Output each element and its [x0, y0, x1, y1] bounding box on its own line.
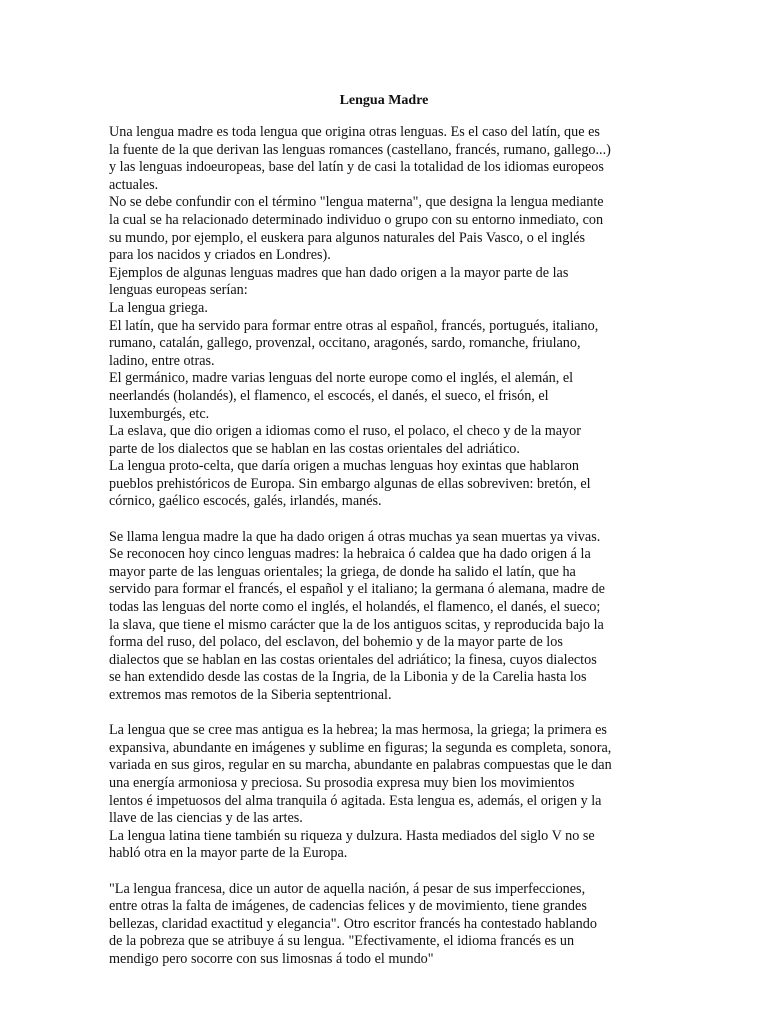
text-line: El germánico, madre varias lenguas del norte europe como el inglés, el alemán, el [109, 370, 574, 387]
text-line: variada en sus giros, regular en su marcha, abundante en palabras compuestas que le dan [109, 757, 612, 774]
text-line: todas las lenguas del norte como el inglés, el holandés, el flamenco, el danés, el sueco; [109, 599, 601, 616]
text-line: ladino, entre otras. [109, 352, 215, 369]
text-line: luxemburgés, etc. [109, 405, 210, 422]
text-line: y las lenguas indoeuropeas, base del latín y de casi la totalidad de los idiomas europeos [109, 159, 604, 176]
text-line: pueblos prehistóricos de Europa. Sin embargo algunas de ellas sobreviven: bretón, el [109, 475, 591, 492]
text-line: mendigo pero socorre con sus limosnas á todo el mundo" [109, 950, 434, 967]
text-line: actuales. [109, 176, 159, 193]
text-line: su mundo, por ejemplo, el euskera para algunos naturales del Pais Vasco, o el inglés [109, 229, 586, 246]
text-line: parte de los dialectos que se hablan en las costas orientales del adriático. [109, 440, 520, 457]
text-line: forma del ruso, del polaco, del esclavon, del bohemio y de la mayor parte de los [109, 634, 563, 651]
text-line: la slava, que tiene el mismo carácter que la de los antiguos scitas, y reproducida bajo la [109, 616, 604, 633]
text-line: habló otra en la mayor parte de la Europa. [109, 845, 348, 862]
text-line: La lengua proto-celta, que daría origen a muchas lenguas hoy exintas que hablaron [109, 458, 579, 475]
text-line: lentos é impetuosos del alma tranquila ó agitada. Esta lengua es, además, el origen y la [109, 792, 602, 809]
text-line: llave de las ciencias y de las artes. [109, 810, 303, 827]
text-line: se han extendido desde las costas de la Ingria, de la Libonia y de la Carelia hasta los [109, 669, 587, 686]
text-line: la cual se ha relacionado determinado individuo o grupo con su entorno inmediato, con [109, 211, 604, 228]
text-line: rumano, catalán, gallego, provenzal, occitano, aragonés, sardo, romanche, friulano, [109, 335, 581, 352]
text-line: de la pobreza que se atribuye á su lengua. "Efectivamente, el idioma francés es un [109, 933, 575, 950]
text-line: La lengua griega. [109, 299, 208, 316]
text-line: expansiva, abundante en imágenes y sublime en figuras; la segunda es completa, sonora, [109, 739, 612, 756]
text-line: córnico, gaélico escocés, galés, irlandés, manés. [109, 493, 382, 510]
text-line: Se reconocen hoy cinco lenguas madres: la hebraica ó caldea que ha dado origen á la [109, 546, 591, 563]
paragraph-gap [109, 511, 669, 529]
text-line: lenguas europeas serían: [109, 282, 248, 299]
paragraph-gap [109, 705, 669, 723]
document-title: Lengua Madre [339, 93, 429, 108]
text-line: Se llama lengua madre la que ha dado origen á otras muchas ya sean muertas ya vivas. [109, 528, 601, 545]
text-line: El latín, que ha servido para formar entre otras al español, francés, portugués, italiano, [109, 317, 599, 334]
text-line: Una lengua madre es toda lengua que origina otras lenguas. Es el caso del latín, que es [109, 124, 600, 140]
text-line: La eslava, que dio origen a idiomas como el ruso, el polaco, el checo y de la mayor [109, 423, 581, 440]
text-line: La lengua latina tiene también su riqueza y dulzura. Hasta mediados del siglo V no se [109, 827, 595, 844]
text-line: servido para formar el francés, el español y el italiano; la germana ó alemana, madre de [109, 581, 605, 598]
text-line: dialectos que se hablan en las costas orientales del adriático; la finesa, cuyos dialectos [109, 651, 597, 668]
text-line: No se debe confundir con el término "lengua materna", que designa la lengua mediante [109, 194, 604, 211]
text-line: Ejemplos de algunas lenguas madres que han dado origen a la mayor parte de las [109, 264, 569, 281]
document-body [109, 124, 669, 969]
text-line: "La lengua francesa, dice un autor de aquella nación, á pesar de sus imperfecciones, [109, 880, 586, 897]
text-line: una energía armoniosa y preciosa. Su prosodia expresa muy bien los movimientos [109, 774, 575, 791]
text-line: para los nacidos y criados en Londres). [109, 247, 331, 264]
text-line: entre otras la falta de imágenes, de cadencias felices y de movimiento, tiene grandes [109, 898, 587, 915]
text-line: La lengua que se cree mas antigua es la hebrea; la mas hermosa, la griega; la primera es [109, 722, 607, 739]
text-line: la fuente de la que derivan las lenguas romances (castellano, francés, rumano, gallego...) [109, 141, 611, 158]
paragraph-gap [109, 863, 669, 881]
text-line: neerlandés (holandés), el flamenco, el escocés, el danés, el sueco, el frisón, el [109, 387, 549, 404]
text-line: mayor parte de las lenguas orientales; la griega, de donde ha salido el latín, que ha [109, 563, 576, 580]
text-line: extremos mas remotos de la Siberia septentrional. [109, 687, 392, 703]
text-line: bellezas, claridad exactitud y elegancia". Otro escritor francés ha contestado hablando [109, 915, 597, 932]
